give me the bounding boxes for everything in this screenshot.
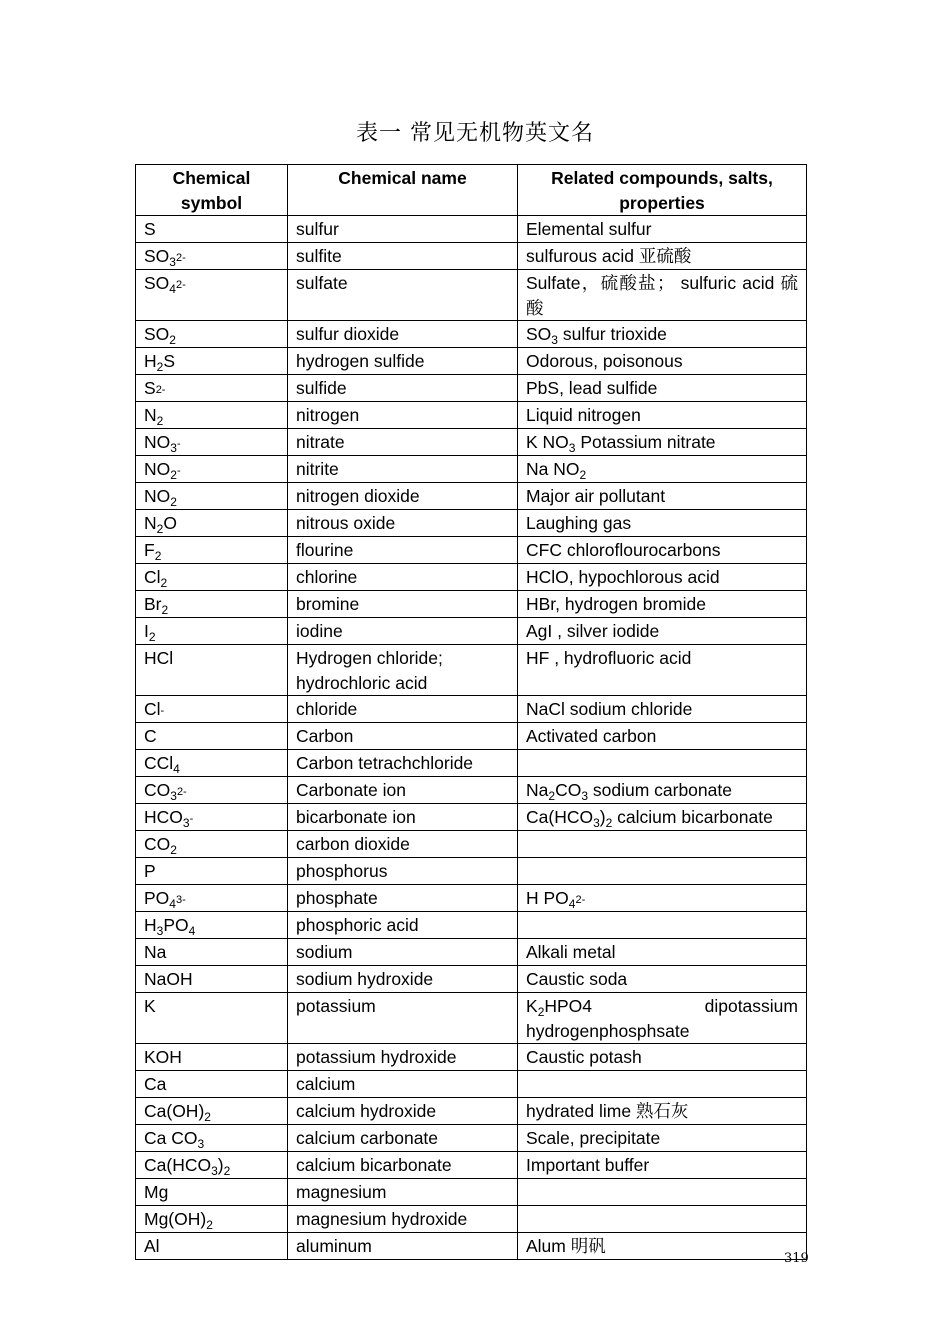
superscript: - [189,813,194,825]
text-run: NaCl sodium chloride [526,699,693,719]
cell-symbol [136,510,288,537]
text-run: HF , hydrofluoric acid [526,648,692,668]
cell-properties [518,750,807,777]
cell-properties [518,537,807,564]
cell-name: nitrogen dioxide [288,483,518,510]
text-run: Cl [144,567,161,587]
cell-properties [518,591,807,618]
table-row [136,618,807,645]
superscript: 3- [175,894,186,906]
subscript: 3 [551,333,558,347]
text-run: Caustic soda [526,969,628,989]
table-row [136,723,807,750]
cell-properties [518,243,807,270]
cell-properties [518,618,807,645]
text-run: Potassium nitrate [575,432,716,452]
subscript: 2 [148,630,156,644]
table-row [136,645,807,696]
cell-name: sulfur [288,216,518,243]
cell-name: Carbon tetrachchloride [288,750,518,777]
cell-name: calcium [288,1071,518,1098]
text-run: F [144,540,155,560]
table-row [136,483,807,510]
text-run: HCO [144,807,183,827]
cell-symbol [136,804,288,831]
text-run: K [144,996,156,1016]
text-run: H [144,351,157,371]
cell-symbol [136,321,288,348]
table-row [136,510,807,537]
cell-symbol [136,243,288,270]
text-run: I [144,621,149,641]
cell-name: magnesium [288,1179,518,1206]
table-row [136,243,807,270]
table-row [136,456,807,483]
cell-name: phosphorus [288,858,518,885]
table-row [136,1152,807,1179]
table-row [136,1125,807,1152]
text-run: HCl [144,648,174,668]
subscript: 2 [579,468,587,482]
cell-symbol [136,618,288,645]
cell-properties [518,1179,807,1206]
superscript: 2- [175,279,186,291]
table-row [136,777,807,804]
cell-name: flourine [288,537,518,564]
subscript: 4 [568,897,576,911]
cell-symbol [136,912,288,939]
cell-name: calcium carbonate [288,1125,518,1152]
table-row [136,750,807,777]
text-run: PO [144,888,170,908]
table-row [136,939,807,966]
cell-symbol [136,696,288,723]
text-run: sulfur trioxide [557,324,667,344]
cell-name: potassium [288,993,518,1044]
cell-symbol [136,858,288,885]
text-run: Ca(OH) [144,1101,205,1121]
text-run: PO [163,915,189,935]
text-run: Sulfate，硫酸盐； sulfuric acid 硫酸 [526,273,798,318]
cell-name: aluminum [288,1233,518,1260]
cell-name: nitrate [288,429,518,456]
cell-name: chloride [288,696,518,723]
cell-name: sodium hydroxide [288,966,518,993]
table-row [136,216,807,243]
text-run: Major air pollutant [526,486,666,506]
text-run: Ca(HCO [526,807,594,827]
cell-name: magnesium hydroxide [288,1206,518,1233]
table-row [136,429,807,456]
cell-properties [518,804,807,831]
cell-properties [518,1125,807,1152]
cell-properties [518,885,807,912]
cell-name: nitrogen [288,402,518,429]
cell-symbol [136,777,288,804]
text-run: K [526,996,538,1016]
page-title: 表一 常见无机物英文名 [356,121,594,146]
subscript: 2 [548,789,556,803]
cell-name: nitrous oxide [288,510,518,537]
subscript: 3 [568,441,576,455]
cell-symbol [136,429,288,456]
cell-properties [518,1044,807,1071]
cell-symbol [136,723,288,750]
text-run: NO [144,432,171,452]
table-body [136,216,807,1260]
subscript: 4 [169,897,176,911]
cell-symbol [136,645,288,696]
text-run: Caustic potash [526,1047,642,1067]
cell-name: sulfate [288,270,518,321]
cell-symbol [136,750,288,777]
table-row [136,858,807,885]
cell-symbol [136,564,288,591]
cell-symbol [136,483,288,510]
text-run: SO [144,246,170,266]
table-row [136,564,807,591]
subscript: 2 [170,495,177,509]
table-row [136,1206,807,1233]
text-run: Activated carbon [526,726,657,746]
cell-symbol [136,591,288,618]
text-run: Scale, precipitate [526,1128,661,1148]
text-run: Alkali metal [526,942,616,962]
text-run: Ca [144,1074,167,1094]
cell-symbol [136,270,288,321]
cell-properties [518,402,807,429]
cell-symbol [136,456,288,483]
cell-properties [518,831,807,858]
text-run: ) [599,807,606,827]
table-row [136,831,807,858]
text-run: Alum 明矾 [526,1236,606,1256]
text-run: Br [144,594,162,614]
table-row [136,321,807,348]
cell-properties [518,939,807,966]
text-run: S [144,219,156,239]
cell-name: carbon dioxide [288,831,518,858]
table-row [136,591,807,618]
text-run: S [163,351,176,371]
superscript: - [160,705,165,717]
cell-symbol [136,885,288,912]
cell-properties [518,1233,807,1260]
text-run: N [144,405,157,425]
cell-name: sulfur dioxide [288,321,518,348]
subscript: 3 [182,816,190,830]
subscript: 2 [170,843,177,857]
cell-name: calcium hydroxide [288,1098,518,1125]
text-run: sulfurous acid 亚硫酸 [526,246,692,266]
superscript: 2- [155,384,166,396]
table-row [136,1098,807,1125]
subscript: 2 [223,1164,231,1178]
cell-symbol [136,1071,288,1098]
cell-properties [518,456,807,483]
cell-symbol [136,1206,288,1233]
subscript: 2 [605,816,613,830]
text-run: HClO, hypochlorous acid [526,567,720,587]
text-run: Mg [144,1182,169,1202]
subscript: 3 [593,816,600,830]
cell-symbol [136,993,288,1044]
cell-symbol [136,348,288,375]
cell-properties [518,723,807,750]
text-run: O [163,513,177,533]
text-run: Na [526,780,549,800]
subscript: 3 [156,924,164,938]
cell-name: chlorine [288,564,518,591]
cell-properties [518,777,807,804]
cell-symbol [136,831,288,858]
text-run: SO [144,324,170,344]
text-run: Ca(HCO [144,1155,212,1175]
text-run: C [144,726,157,746]
cell-name: hydrogen sulfide [288,348,518,375]
table-row [136,375,807,402]
cell-symbol [136,1179,288,1206]
chemical-table [135,164,807,1260]
text-run: N [144,513,157,533]
text-run: K NO [526,432,569,452]
page-number: 319 [784,1251,809,1266]
text-run: HPO4 dipotassium hydrogenphosphsate [526,996,798,1041]
text-run: Cl [144,699,161,719]
cell-name: calcium bicarbonate [288,1152,518,1179]
cell-properties [518,321,807,348]
table-header-row [136,165,807,216]
cell-properties [518,912,807,939]
text-run: HBr, hydrogen bromide [526,594,706,614]
cell-name: phosphate [288,885,518,912]
subscript: 3 [170,789,177,803]
text-run: CFC chloroflourocarbons [526,540,721,560]
superscript: 2- [176,786,187,798]
cell-symbol [136,1152,288,1179]
cell-properties [518,510,807,537]
text-run: Important buffer [526,1155,650,1175]
cell-properties [518,966,807,993]
cell-symbol [136,216,288,243]
text-run: CO [144,780,171,800]
cell-name: iodine [288,618,518,645]
superscript: - [176,465,181,477]
text-run: S [144,378,156,398]
table-row [136,966,807,993]
cell-symbol [136,1125,288,1152]
text-run: CO [555,780,582,800]
cell-properties [518,993,807,1044]
cell-name: sulfide [288,375,518,402]
subscript: 2 [160,576,168,590]
text-run: H PO [526,888,569,908]
text-run: NO [144,459,171,479]
table-row [136,912,807,939]
table-row [136,537,807,564]
text-run: Ca CO [144,1128,198,1148]
cell-symbol [136,1098,288,1125]
text-run: H [144,915,157,935]
cell-symbol [136,1233,288,1260]
cell-properties [518,216,807,243]
subscript: 4 [169,282,176,296]
text-run: Liquid nitrogen [526,405,641,425]
cell-symbol [136,966,288,993]
cell-properties [518,564,807,591]
cell-properties [518,696,807,723]
text-run: KOH [144,1047,182,1067]
cell-name: potassium hydroxide [288,1044,518,1071]
cell-properties [518,270,807,321]
cell-properties [518,1152,807,1179]
table-row [136,348,807,375]
cell-properties [518,645,807,696]
table-row [136,993,807,1044]
text-run: calcium bicarbonate [612,807,773,827]
table-row [136,885,807,912]
text-run: Elemental sulfur [526,219,652,239]
table-row [136,270,807,321]
cell-properties [518,1098,807,1125]
text-run: CO [144,834,171,854]
cell-symbol [136,402,288,429]
column-header-symbol: Chemical symbol [136,165,288,216]
text-run: CCl [144,753,174,773]
subscript: 2 [206,1218,213,1232]
text-run: SO [144,273,170,293]
cell-name: bicarbonate ion [288,804,518,831]
cell-properties [518,348,807,375]
text-run: Na NO [526,459,580,479]
text-run: SO [526,324,552,344]
table-row [136,696,807,723]
subscript: 2 [156,522,164,536]
subscript: 3 [197,1137,205,1151]
text-run: Mg(OH) [144,1209,207,1229]
cell-symbol [136,1044,288,1071]
subscript: 2 [154,549,162,563]
text-run: Al [144,1236,160,1256]
text-run: P [144,861,156,881]
text-run: PbS, lead sulfide [526,378,658,398]
column-header-name: Chemical name [288,165,518,216]
cell-symbol [136,375,288,402]
subscript: 4 [188,924,196,938]
cell-name: sodium [288,939,518,966]
cell-name: phosphoric acid [288,912,518,939]
table-row [136,1179,807,1206]
cell-properties [518,1071,807,1098]
text-run: NO [144,486,171,506]
cell-properties [518,375,807,402]
text-run: Odorous, poisonous [526,351,683,371]
column-header-properties: Related compounds, salts, properties [518,165,807,216]
superscript: 2- [575,894,586,906]
subscript: 3 [169,255,176,269]
table-row [136,402,807,429]
subscript: 2 [170,468,177,482]
subscript: 2 [169,333,176,347]
text-run: Laughing gas [526,513,632,533]
cell-symbol [136,537,288,564]
subscript: 4 [173,762,180,776]
cell-name: sulfite [288,243,518,270]
table-row [136,804,807,831]
text-run: sodium carbonate [588,780,732,800]
cell-properties [518,429,807,456]
table-row [136,1044,807,1071]
subscript: 3 [581,789,588,803]
cell-name: nitrite [288,456,518,483]
cell-name: bromine [288,591,518,618]
cell-properties [518,858,807,885]
cell-properties [518,1206,807,1233]
superscript: - [176,438,181,450]
subscript: 2 [156,360,164,374]
table-row [136,1071,807,1098]
subscript: 2 [156,414,164,428]
cell-properties [518,483,807,510]
cell-name: Hydrogen chloride; hydrochloric acid [288,645,518,696]
table-row [136,1233,807,1260]
superscript: 2- [175,252,186,264]
subscript: 2 [204,1110,211,1124]
cell-name: Carbon [288,723,518,750]
subscript: 2 [537,1005,545,1019]
text-run: NaOH [144,969,193,989]
cell-name: Carbonate ion [288,777,518,804]
text-run: AgI , silver iodide [526,621,660,641]
subscript: 2 [161,603,169,617]
subscript: 3 [170,441,177,455]
subscript: 3 [211,1164,218,1178]
text-run: hydrated lime 熟石灰 [526,1101,689,1121]
text-run: ) [217,1155,224,1175]
text-run: Na [144,942,167,962]
cell-symbol [136,939,288,966]
